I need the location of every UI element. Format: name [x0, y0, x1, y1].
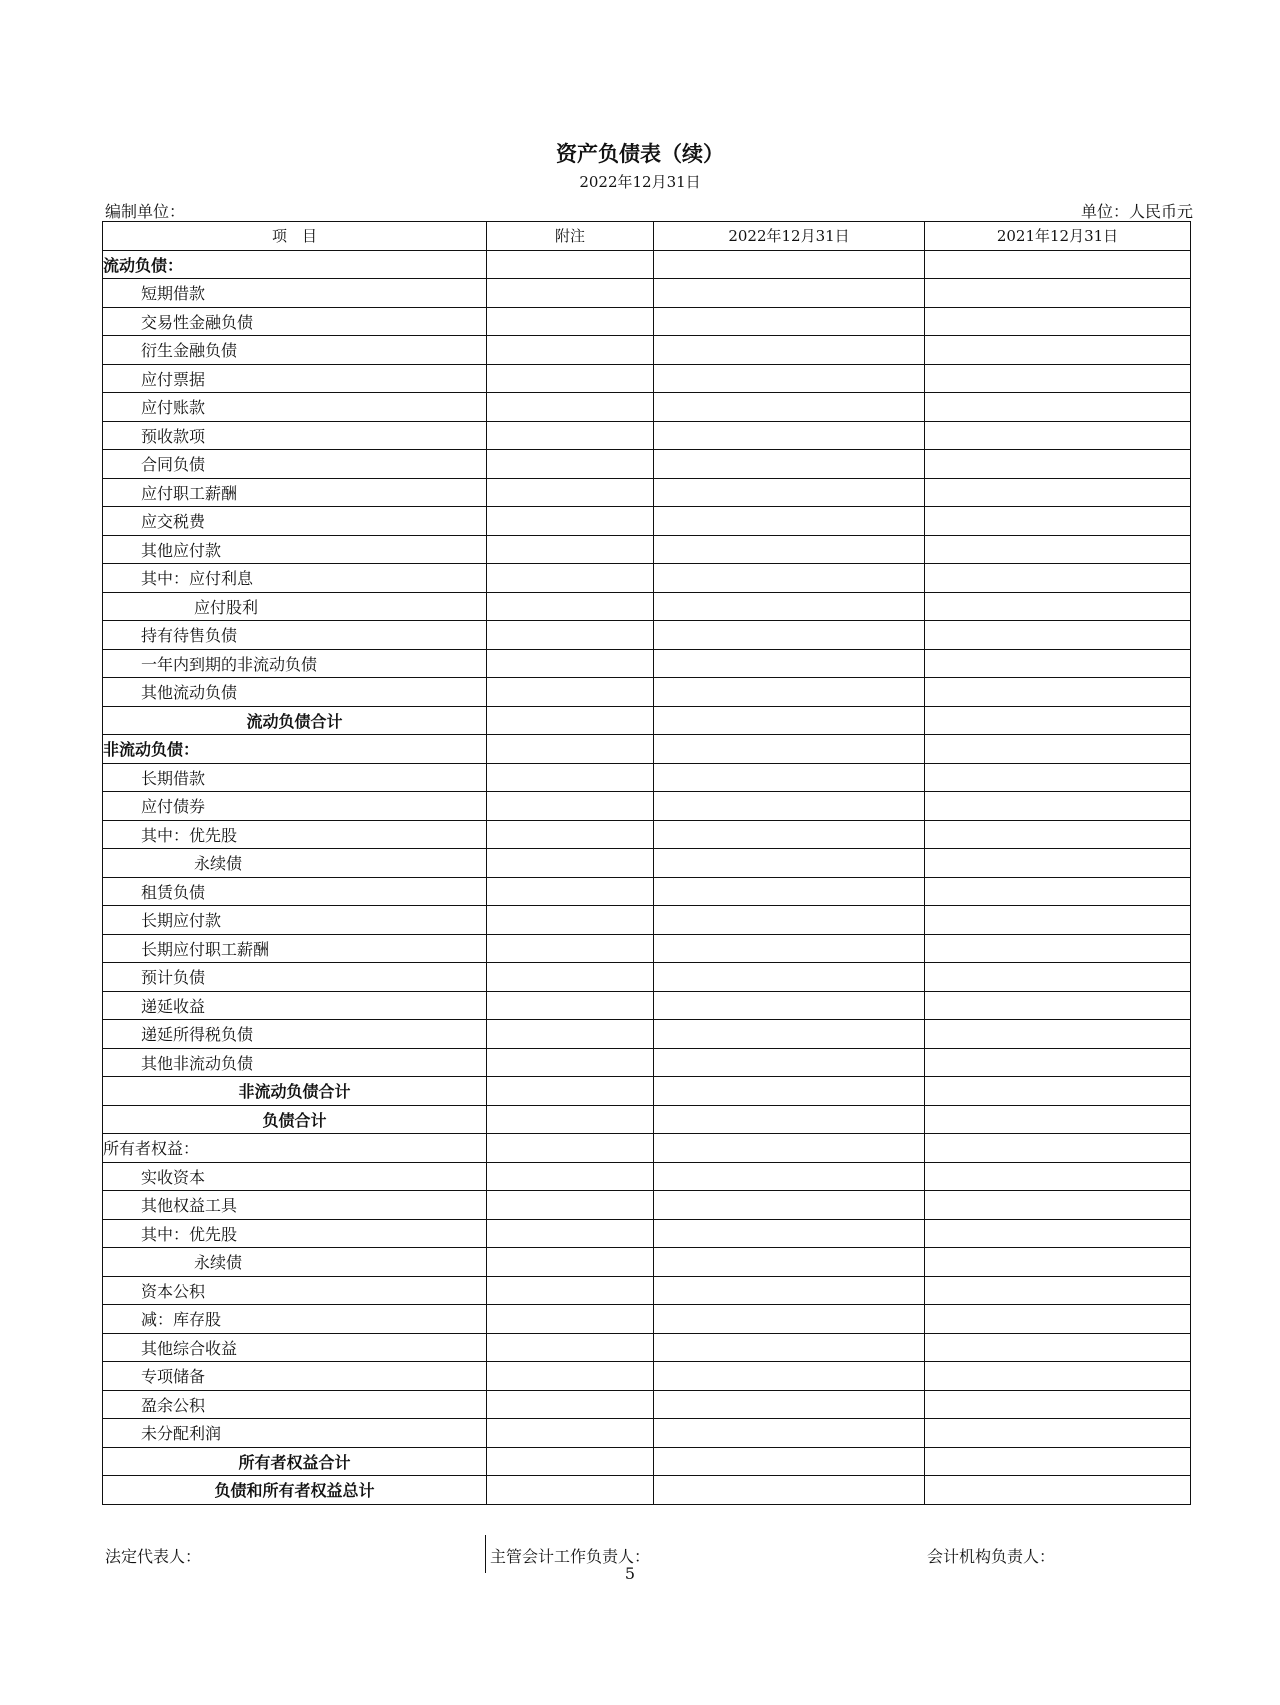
- note-cell: [487, 592, 654, 621]
- value-2021-cell: [925, 1333, 1191, 1362]
- row-label: 应交税费: [103, 507, 487, 536]
- value-2021-cell: [925, 364, 1191, 393]
- table-row: [103, 678, 1191, 707]
- table-row: [103, 1447, 1191, 1476]
- value-2022-cell: [654, 307, 925, 336]
- row-label: 应付股利: [103, 592, 487, 621]
- row-label: 其他综合收益: [103, 1333, 487, 1362]
- table-row: [103, 1191, 1191, 1220]
- value-2022-cell: [654, 849, 925, 878]
- note-cell: [487, 1105, 654, 1134]
- value-2021-cell: [925, 1447, 1191, 1476]
- row-label: 短期借款: [103, 279, 487, 308]
- row-label: 资本公积: [103, 1276, 487, 1305]
- value-2021-cell: [925, 1362, 1191, 1391]
- value-2021-cell: [925, 279, 1191, 308]
- value-2022-cell: [654, 1048, 925, 1077]
- value-2021-cell: [925, 1191, 1191, 1220]
- row-label: 应付票据: [103, 364, 487, 393]
- table-body: [103, 250, 1191, 1504]
- note-cell: [487, 877, 654, 906]
- table-row: [103, 849, 1191, 878]
- table-row: [103, 535, 1191, 564]
- row-label: 实收资本: [103, 1162, 487, 1191]
- row-label: 负债和所有者权益总计: [103, 1476, 487, 1505]
- row-label: 其他非流动负债: [103, 1048, 487, 1077]
- note-cell: [487, 1077, 654, 1106]
- note-cell: [487, 1162, 654, 1191]
- table-row: [103, 991, 1191, 1020]
- value-2022-cell: [654, 1419, 925, 1448]
- value-2022-cell: [654, 393, 925, 422]
- value-2021-cell: [925, 1305, 1191, 1334]
- value-2022-cell: [654, 649, 925, 678]
- value-2022-cell: [654, 906, 925, 935]
- legal-representative-label: 法定代表人：: [105, 1547, 202, 1566]
- row-label: 其中：优先股: [103, 1219, 487, 1248]
- table-row: [103, 1362, 1191, 1391]
- table-row: [103, 279, 1191, 308]
- row-label: 长期应付职工薪酬: [103, 934, 487, 963]
- value-2022-cell: [654, 1077, 925, 1106]
- value-2021-cell: [925, 621, 1191, 650]
- row-label: 减：库存股: [103, 1305, 487, 1334]
- value-2022-cell: [654, 763, 925, 792]
- value-2021-cell: [925, 393, 1191, 422]
- note-cell: [487, 336, 654, 365]
- column-header-2021: 2021年12月31日: [925, 222, 1191, 251]
- note-cell: [487, 621, 654, 650]
- row-label: 盈余公积: [103, 1390, 487, 1419]
- note-cell: [487, 364, 654, 393]
- table-row: [103, 649, 1191, 678]
- value-2021-cell: [925, 1419, 1191, 1448]
- value-2021-cell: [925, 507, 1191, 536]
- row-label: 预计负债: [103, 963, 487, 992]
- table-row: [103, 763, 1191, 792]
- column-header-2022: 2022年12月31日: [654, 222, 925, 251]
- table-row: [103, 792, 1191, 821]
- column-header-note: 附注: [487, 222, 654, 251]
- note-cell: [487, 450, 654, 479]
- value-2022-cell: [654, 535, 925, 564]
- value-2022-cell: [654, 336, 925, 365]
- table-row: [103, 450, 1191, 479]
- note-cell: [487, 564, 654, 593]
- note-cell: [487, 735, 654, 764]
- row-label: 其他权益工具: [103, 1191, 487, 1220]
- row-label: 一年内到期的非流动负债: [103, 649, 487, 678]
- note-cell: [487, 507, 654, 536]
- value-2021-cell: [925, 1077, 1191, 1106]
- table-row: [103, 250, 1191, 279]
- report-date: 2022年12月31日: [579, 173, 701, 191]
- note-cell: [487, 1419, 654, 1448]
- note-cell: [487, 1191, 654, 1220]
- value-2022-cell: [654, 507, 925, 536]
- value-2021-cell: [925, 535, 1191, 564]
- note-cell: [487, 991, 654, 1020]
- note-cell: [487, 706, 654, 735]
- note-cell: [487, 1134, 654, 1163]
- note-cell: [487, 1219, 654, 1248]
- table-row: [103, 877, 1191, 906]
- value-2022-cell: [654, 1248, 925, 1277]
- note-cell: [487, 678, 654, 707]
- note-cell: [487, 849, 654, 878]
- row-label: 其他流动负债: [103, 678, 487, 707]
- value-2022-cell: [654, 1390, 925, 1419]
- value-2022-cell: [654, 250, 925, 279]
- value-2022-cell: [654, 1476, 925, 1505]
- value-2021-cell: [925, 963, 1191, 992]
- note-cell: [487, 393, 654, 422]
- page-number: 5: [624, 1564, 636, 1583]
- row-label: 应付账款: [103, 393, 487, 422]
- row-label: 流动负债：: [103, 250, 487, 279]
- table-row: [103, 621, 1191, 650]
- value-2021-cell: [925, 1162, 1191, 1191]
- value-2021-cell: [925, 877, 1191, 906]
- note-cell: [487, 763, 654, 792]
- value-2021-cell: [925, 1048, 1191, 1077]
- table-row: [103, 1276, 1191, 1305]
- table-row: [103, 336, 1191, 365]
- value-2021-cell: [925, 421, 1191, 450]
- value-2022-cell: [654, 1191, 925, 1220]
- note-cell: [487, 1248, 654, 1277]
- row-label: 递延收益: [103, 991, 487, 1020]
- row-label: 未分配利润: [103, 1419, 487, 1448]
- table-row: [103, 1305, 1191, 1334]
- value-2022-cell: [654, 735, 925, 764]
- value-2022-cell: [654, 1276, 925, 1305]
- row-label: 流动负债合计: [103, 706, 487, 735]
- row-label: 专项储备: [103, 1362, 487, 1391]
- value-2021-cell: [925, 678, 1191, 707]
- value-2022-cell: [654, 592, 925, 621]
- table-row: [103, 1419, 1191, 1448]
- note-cell: [487, 279, 654, 308]
- row-label: 交易性金融负债: [103, 307, 487, 336]
- value-2022-cell: [654, 706, 925, 735]
- table-row: [103, 1476, 1191, 1505]
- value-2022-cell: [654, 1219, 925, 1248]
- value-2022-cell: [654, 421, 925, 450]
- row-label: 租赁负债: [103, 877, 487, 906]
- value-2021-cell: [925, 250, 1191, 279]
- table-row: [103, 1333, 1191, 1362]
- table-row: [103, 934, 1191, 963]
- row-label: 所有者权益：: [103, 1134, 487, 1163]
- value-2021-cell: [925, 649, 1191, 678]
- value-2021-cell: [925, 1248, 1191, 1277]
- value-2021-cell: [925, 934, 1191, 963]
- value-2022-cell: [654, 877, 925, 906]
- value-2022-cell: [654, 678, 925, 707]
- note-cell: [487, 792, 654, 821]
- table-row: [103, 820, 1191, 849]
- table-row: [103, 507, 1191, 536]
- report-title: 资产负债表（续）: [556, 142, 724, 166]
- note-cell: [487, 1362, 654, 1391]
- row-label: 非流动负债：: [103, 735, 487, 764]
- value-2022-cell: [654, 1134, 925, 1163]
- value-2022-cell: [654, 792, 925, 821]
- table-row: [103, 1162, 1191, 1191]
- row-label: 长期应付款: [103, 906, 487, 935]
- table-row: [103, 364, 1191, 393]
- value-2022-cell: [654, 478, 925, 507]
- table-row: [103, 1048, 1191, 1077]
- table-row: [103, 735, 1191, 764]
- value-2021-cell: [925, 592, 1191, 621]
- note-cell: [487, 1390, 654, 1419]
- row-label: 长期借款: [103, 763, 487, 792]
- value-2021-cell: [925, 336, 1191, 365]
- value-2021-cell: [925, 1276, 1191, 1305]
- value-2022-cell: [654, 963, 925, 992]
- note-cell: [487, 1305, 654, 1334]
- value-2022-cell: [654, 934, 925, 963]
- row-label: 所有者权益合计: [103, 1447, 487, 1476]
- column-header-item: 项 目: [103, 222, 487, 251]
- note-cell: [487, 649, 654, 678]
- table-row: [103, 307, 1191, 336]
- note-cell: [487, 478, 654, 507]
- note-cell: [487, 421, 654, 450]
- value-2022-cell: [654, 1333, 925, 1362]
- row-label: 衍生金融负债: [103, 336, 487, 365]
- table-row: [103, 1077, 1191, 1106]
- table-row: [103, 393, 1191, 422]
- note-cell: [487, 820, 654, 849]
- balance-sheet-table: [102, 221, 1191, 1505]
- value-2022-cell: [654, 820, 925, 849]
- accounting-dept-head-label: 会计机构负责人：: [927, 1547, 1056, 1566]
- table-row: [103, 906, 1191, 935]
- table-row: [103, 592, 1191, 621]
- table-row: [103, 1105, 1191, 1134]
- table-row: [103, 706, 1191, 735]
- value-2022-cell: [654, 1105, 925, 1134]
- value-2021-cell: [925, 849, 1191, 878]
- value-2021-cell: [925, 307, 1191, 336]
- note-cell: [487, 1020, 654, 1049]
- value-2021-cell: [925, 763, 1191, 792]
- row-label: 永续债: [103, 1248, 487, 1277]
- value-2021-cell: [925, 1105, 1191, 1134]
- note-cell: [487, 1476, 654, 1505]
- value-2021-cell: [925, 735, 1191, 764]
- value-2021-cell: [925, 906, 1191, 935]
- value-2022-cell: [654, 279, 925, 308]
- value-2022-cell: [654, 1447, 925, 1476]
- value-2022-cell: [654, 1162, 925, 1191]
- row-label: 合同负债: [103, 450, 487, 479]
- value-2021-cell: [925, 1020, 1191, 1049]
- value-2022-cell: [654, 364, 925, 393]
- value-2022-cell: [654, 1362, 925, 1391]
- value-2021-cell: [925, 1219, 1191, 1248]
- value-2022-cell: [654, 1020, 925, 1049]
- accounting-head-label: 主管会计工作负责人：: [490, 1547, 651, 1566]
- row-label: 递延所得税负债: [103, 1020, 487, 1049]
- value-2021-cell: [925, 706, 1191, 735]
- row-label: 永续债: [103, 849, 487, 878]
- value-2022-cell: [654, 1305, 925, 1334]
- note-cell: [487, 1276, 654, 1305]
- note-cell: [487, 1048, 654, 1077]
- note-cell: [487, 934, 654, 963]
- compiler-label: 编制单位：: [105, 202, 186, 221]
- table-row: [103, 1390, 1191, 1419]
- value-2022-cell: [654, 564, 925, 593]
- table-row: [103, 478, 1191, 507]
- value-2021-cell: [925, 564, 1191, 593]
- row-label: 预收款项: [103, 421, 487, 450]
- value-2022-cell: [654, 621, 925, 650]
- value-2022-cell: [654, 450, 925, 479]
- row-label: 持有待售负债: [103, 621, 487, 650]
- row-label: 负债合计: [103, 1105, 487, 1134]
- value-2022-cell: [654, 991, 925, 1020]
- row-label: 应付职工薪酬: [103, 478, 487, 507]
- row-label: 其中：优先股: [103, 820, 487, 849]
- table-row: [103, 1020, 1191, 1049]
- note-cell: [487, 535, 654, 564]
- row-label: 应付债券: [103, 792, 487, 821]
- table-row: [103, 1134, 1191, 1163]
- row-label: 其中：应付利息: [103, 564, 487, 593]
- table-row: [103, 564, 1191, 593]
- currency-unit-label: 单位：人民币元: [1080, 202, 1193, 221]
- value-2021-cell: [925, 450, 1191, 479]
- note-cell: [487, 250, 654, 279]
- note-cell: [487, 1333, 654, 1362]
- row-label: 非流动负债合计: [103, 1077, 487, 1106]
- note-cell: [487, 1447, 654, 1476]
- row-label: 其他应付款: [103, 535, 487, 564]
- table-row: [103, 963, 1191, 992]
- value-2021-cell: [925, 1134, 1191, 1163]
- value-2021-cell: [925, 820, 1191, 849]
- table-row: [103, 1219, 1191, 1248]
- table-row: [103, 421, 1191, 450]
- value-2021-cell: [925, 991, 1191, 1020]
- value-2021-cell: [925, 1390, 1191, 1419]
- table-row: [103, 1248, 1191, 1277]
- note-cell: [487, 906, 654, 935]
- value-2021-cell: [925, 792, 1191, 821]
- value-2021-cell: [925, 478, 1191, 507]
- note-cell: [487, 963, 654, 992]
- table-header-row: [103, 222, 1191, 251]
- note-cell: [487, 307, 654, 336]
- value-2021-cell: [925, 1476, 1191, 1505]
